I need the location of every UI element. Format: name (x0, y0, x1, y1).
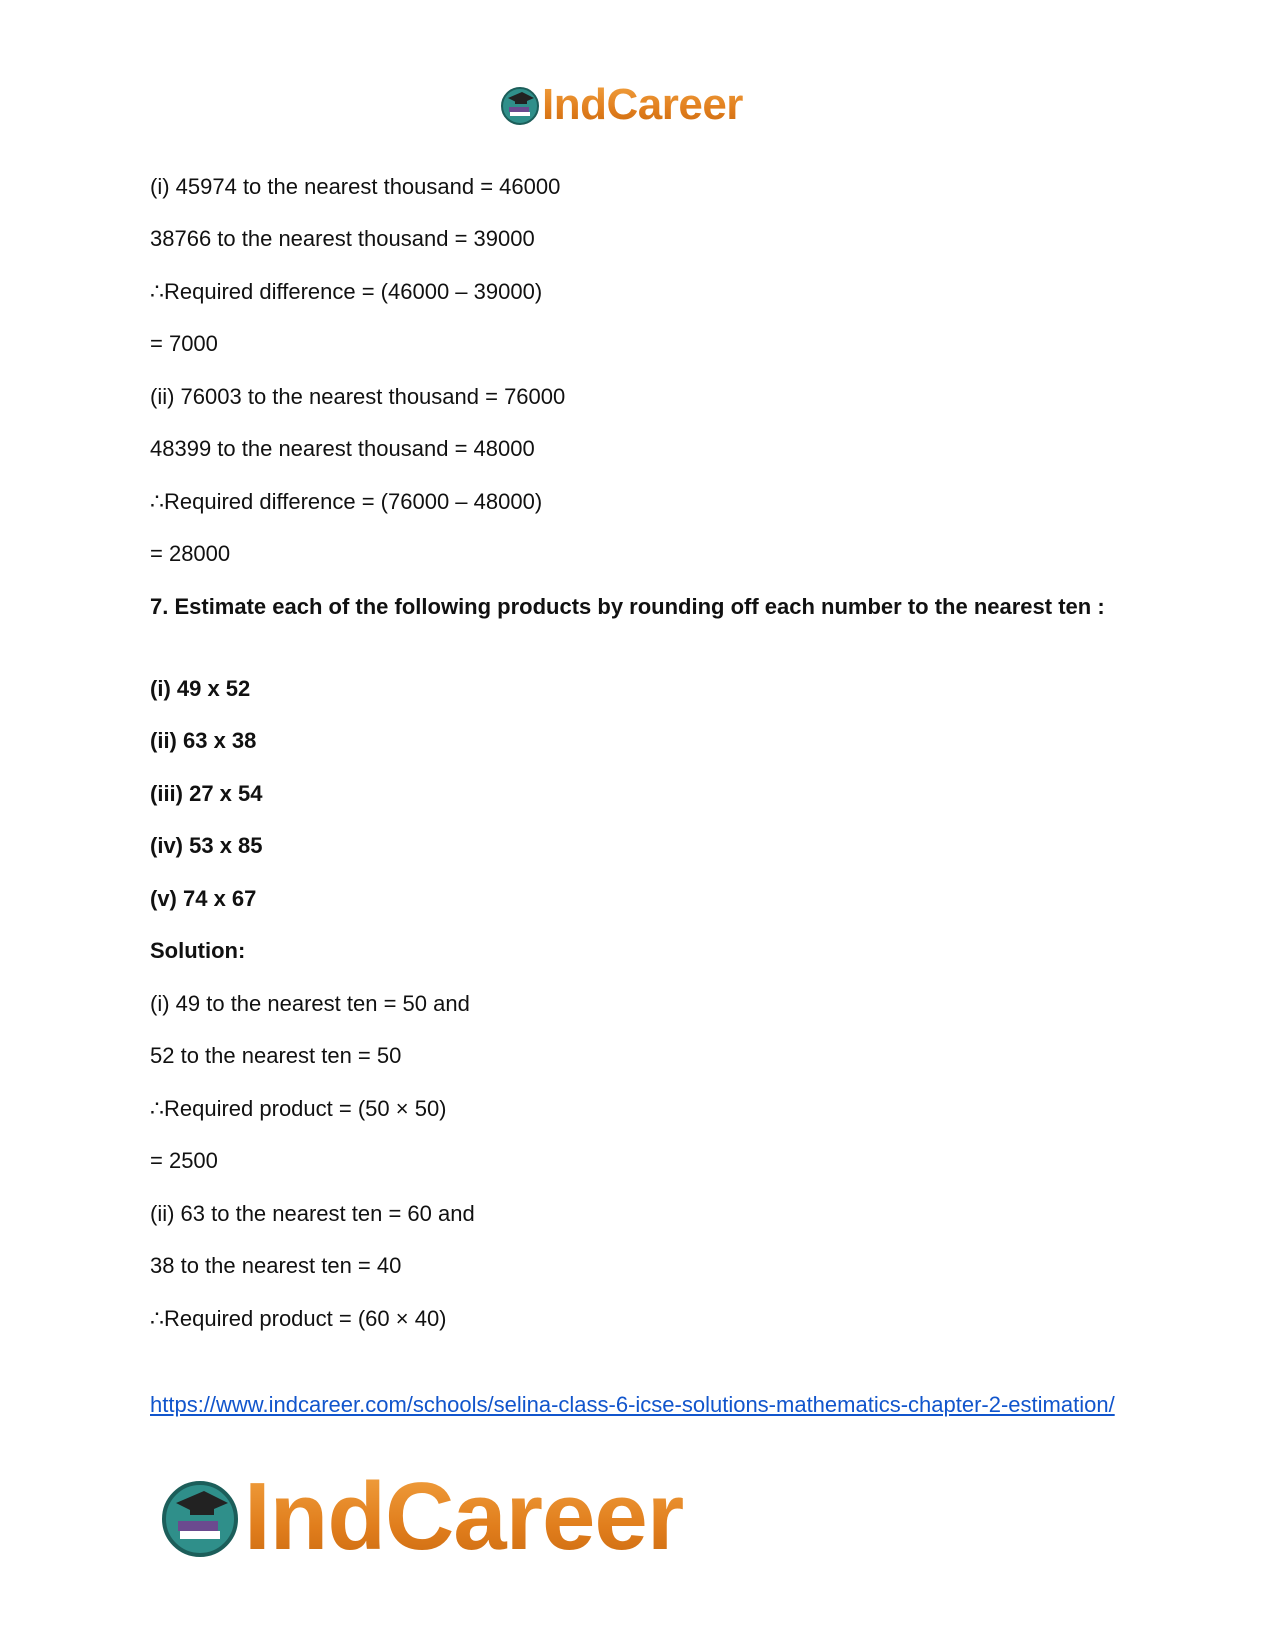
question-part: (iv) 53 x 85 (150, 833, 263, 858)
solution-line: (ii) 63 to the nearest ten = 60 and (150, 1201, 475, 1226)
solution-line: (i) 49 to the nearest ten = 50 and (150, 991, 470, 1016)
text-line: = 7000 (150, 331, 218, 356)
logo-wordmark: IndCareer (244, 1463, 684, 1570)
graduation-book-icon (500, 85, 540, 125)
question-part: (ii) 63 x 38 (150, 728, 257, 753)
text-line: (i) 45974 to the nearest thousand = 46000 (150, 174, 561, 199)
graduation-book-icon (160, 1477, 240, 1557)
text-line: ∴Required difference = (46000 – 39000) (150, 279, 543, 304)
source-url-link[interactable]: https://www.indcareer.com/schools/selina-class-6-icse-solutions-mathematics-chapter-2-estimation/ (150, 1392, 1115, 1417)
solution-line: ∴Required product = (50 × 50) (150, 1096, 447, 1121)
solution-label: Solution: (150, 938, 246, 963)
text-line: (ii) 76003 to the nearest thousand = 76000 (150, 384, 566, 409)
solution-line: 38 to the nearest ten = 40 (150, 1253, 402, 1278)
question-part: (i) 49 x 52 (150, 676, 251, 701)
solution-line: ∴Required product = (60 × 40) (150, 1306, 447, 1331)
question-heading: 7. Estimate each of the following products by rounding off each number to the nearest ten : (150, 594, 1105, 619)
logo-wordmark: IndCareer (542, 80, 743, 129)
question-part: (v) 74 x 67 (150, 886, 257, 911)
text-line: 38766 to the nearest thousand = 39000 (150, 226, 535, 251)
solution-line: 52 to the nearest ten = 50 (150, 1043, 402, 1068)
solution-line: = 2500 (150, 1148, 218, 1173)
text-line: = 28000 (150, 541, 231, 566)
question-part: (iii) 27 x 54 (150, 781, 263, 806)
footer-logo (160, 1462, 683, 1572)
text-line: 48399 to the nearest thousand = 48000 (150, 436, 535, 461)
header-logo (500, 80, 743, 130)
text-line: ∴Required difference = (76000 – 48000) (150, 489, 543, 514)
